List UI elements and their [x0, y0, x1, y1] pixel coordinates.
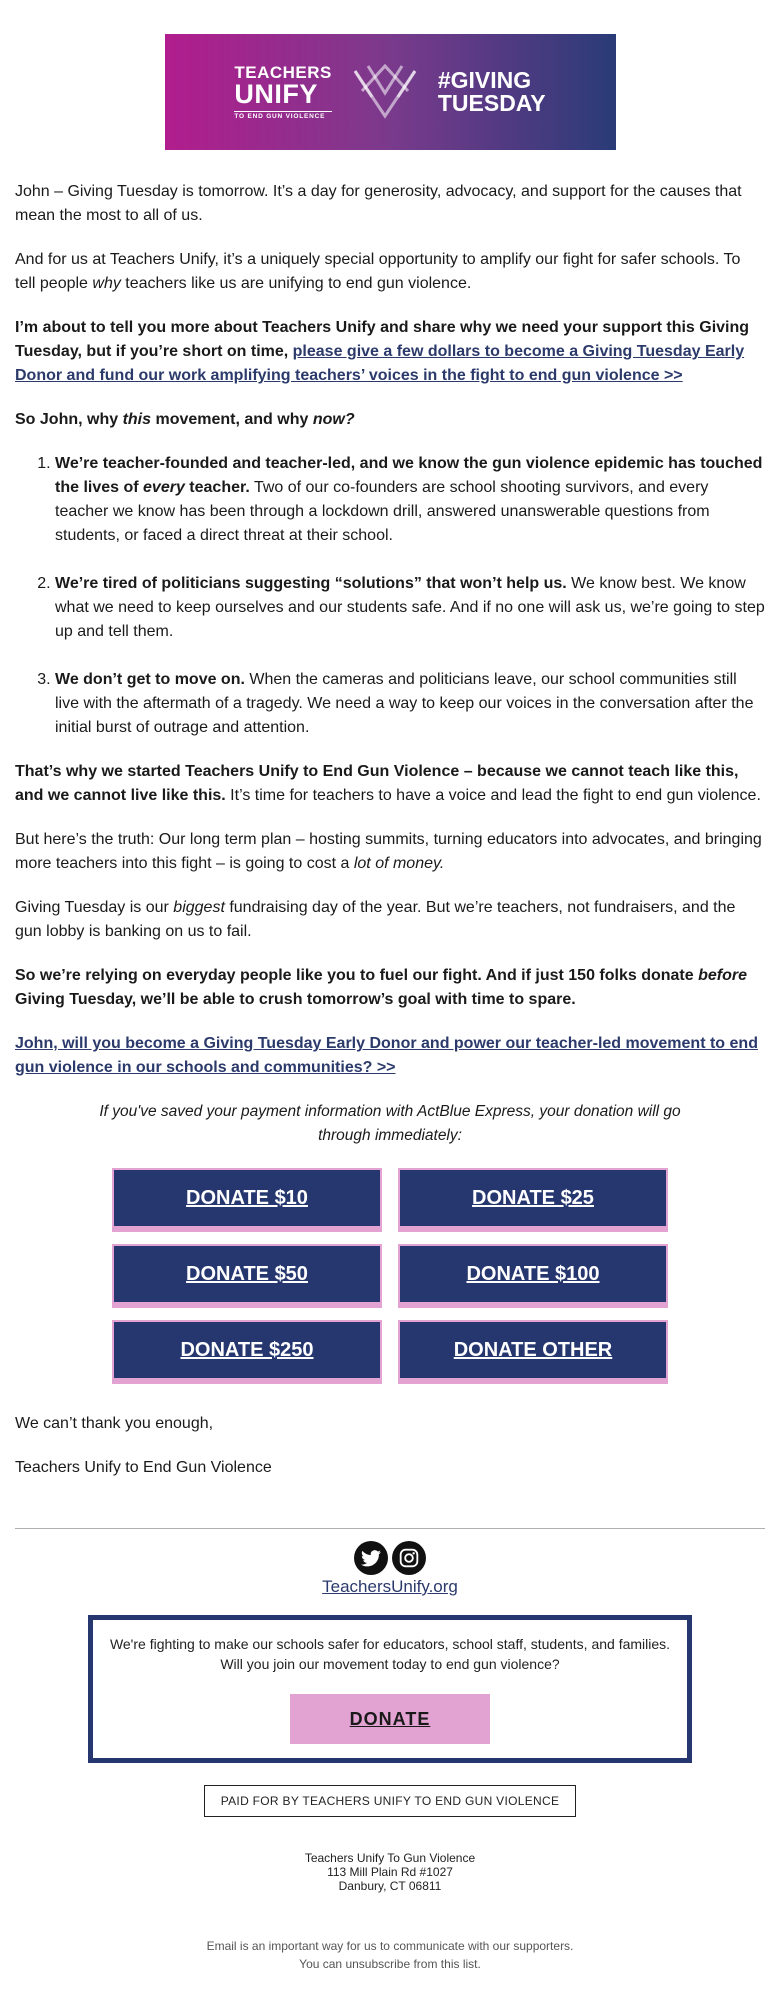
truth-text-em: lot of money. — [353, 855, 445, 872]
early-donor-link-1[interactable]: please give a few dollars to become a Giving Tuesday Early Donor and fund our work amplifying teachers’ voices in the fight to end gun violence >> — [15, 343, 745, 384]
short-on-time-bold: I’m about to tell you more about Teachers Unify and share why we need your support this Giving Tuesday, but if you’re short on time, — [15, 319, 750, 360]
footer-cta-box — [88, 1615, 692, 1763]
reasons-list — [15, 452, 765, 740]
truth-paragraph — [15, 828, 765, 876]
donate-button-grid — [112, 1168, 668, 1384]
why-q-em2: now? — [312, 411, 355, 428]
donate-100-button[interactable]: DONATE $100 — [398, 1244, 668, 1308]
truth-text: But here’s the truth: Our long term plan – hosting summits, turning educators into advocates, and bringing more teachers into this fight – is going to cost a — [15, 831, 762, 872]
short-on-time-paragraph — [15, 316, 765, 388]
address-line-2: 113 Mill Plain Rd #1027 — [327, 1865, 453, 1879]
amplify-text-a: And for us at Teachers Unify, it’s a uniquely special opportunity to amplify our fight for safer schools. To tell people — [15, 251, 741, 292]
reason-2-bold: We’re tired of politicians suggesting “solutions” that won’t help us. — [55, 575, 567, 592]
giving-tuesday-line1: #GIVING — [437, 67, 532, 93]
relying-bold — [15, 967, 747, 1008]
donate-250-button[interactable]: DONATE $250 — [112, 1320, 382, 1384]
relying-text-b: Giving Tuesday, we’ll be able to crush tomorrow’s goal with time to spare. — [15, 991, 576, 1008]
why-question-bold — [15, 411, 355, 428]
footer-divider — [15, 1528, 765, 1529]
reason-item-3 — [55, 668, 765, 740]
amplify-paragraph — [15, 248, 765, 296]
relying-paragraph — [15, 964, 765, 1012]
unsubscribe-notice — [15, 1937, 765, 1973]
donate-25-button[interactable]: DONATE $25 — [398, 1168, 668, 1232]
address-line-1: Teachers Unify To Gun Violence — [304, 1851, 476, 1865]
donate-other-button[interactable]: DONATE OTHER — [398, 1320, 668, 1384]
reason-item-2 — [55, 572, 765, 644]
twitter-icon[interactable] — [354, 1541, 388, 1575]
signoff-signature: Teachers Unify to End Gun Violence — [15, 1459, 272, 1476]
signoff-thanks: We can’t thank you enough, — [15, 1415, 214, 1432]
early-donor-link-2[interactable]: John, will you become a Giving Tuesday Early Donor and power our teacher-led movement to end gun violence in our schools and communities? >> — [15, 1035, 758, 1076]
reason-3-bold: We don’t get to move on. — [55, 671, 245, 688]
why-started-paragraph — [15, 760, 765, 808]
logo-teachers-text: TEACHERS — [234, 62, 332, 82]
biggest-text-b: fundraising day of the year. But we’re teachers, not fundraisers, and the gun lobby is banking on us to fail. — [15, 899, 736, 940]
reason-1-text: Two of our co-founders are school shooting survivors, and every teacher we know has been through a lockdown drill, answered unanswerable questions from students, or faced a direct threat at their school. — [55, 479, 710, 544]
header-banner[interactable] — [165, 34, 616, 150]
giving-tuesday-line2: TUESDAY — [437, 90, 546, 116]
reason-item-1 — [55, 452, 765, 548]
unsubscribe-line-1: Email is an important way for us to communicate with our supporters. — [206, 1939, 574, 1953]
reason-1-bold-a: We’re teacher-founded and teacher-led, and we know the gun violence epidemic has touched the lives of — [55, 455, 763, 496]
website-link[interactable]: TeachersUnify.org — [322, 1577, 458, 1596]
biggest-text-em: biggest — [173, 899, 225, 916]
giving-tuesday-heart-icon — [350, 61, 420, 123]
instagram-icon[interactable] — [392, 1541, 426, 1575]
address-line-3: Danbury, CT 06811 — [338, 1879, 442, 1893]
actblue-note: If you've saved your payment information with ActBlue Express, your donation will go through immediately: — [99, 1103, 681, 1144]
why-q-em1: this — [122, 411, 152, 428]
mailing-address — [15, 1851, 765, 1893]
logo-unify-text: UNIFY — [234, 78, 318, 109]
amplify-text-em: why — [92, 275, 121, 292]
header-banner-wrap — [15, 34, 765, 150]
logo-tagline-text: TO END GUN VIOLENCE — [234, 111, 332, 121]
relying-text-a: So we’re relying on everyday people like you to fuel our fight. And if just 150 folks donate — [15, 967, 699, 984]
intro-paragraph: John – Giving Tuesday is tomorrow. It’s a day for generosity, advocacy, and support for the causes that mean the most to all of us. — [15, 183, 742, 224]
reason-3-text: When the cameras and politicians leave, our school communities still live with the aftermath of a tragedy. We need a way to keep our voices in the conversation after the initial burst of outrage and attention. — [55, 671, 754, 736]
why-q-b: movement, and why — [151, 411, 313, 428]
why-started-text: It’s time for teachers to have a voice and lead the fight to end gun violence. — [225, 787, 761, 804]
why-question — [15, 408, 765, 432]
why-q-a: So John, why — [15, 411, 123, 428]
unsubscribe-line-2: You can unsubscribe from this list. — [299, 1957, 481, 1971]
biggest-day-paragraph — [15, 896, 765, 944]
social-links — [15, 1541, 765, 1575]
reason-2-text: We know best. We know what we need to keep ourselves and our students safe. And if no one will ask us, we’re going to step up and tell them. — [55, 575, 765, 640]
biggest-text-a: Giving Tuesday is our — [15, 899, 174, 916]
donate-50-button[interactable]: DONATE $50 — [112, 1244, 382, 1308]
footer-donate-button[interactable]: DONATE — [290, 1694, 490, 1744]
amplify-text-b: teachers like us are unifying to end gun violence. — [120, 275, 472, 292]
giving-tuesday-logo — [438, 69, 546, 115]
footer-cta-message: We're fighting to make our schools safer for educators, school staff, students, and families. Will you join our movement today to end gun violence? — [109, 1636, 671, 1672]
reason-1-bold-em: every — [143, 479, 185, 496]
early-donor-paragraph — [15, 1032, 765, 1080]
why-started-bold: That’s why we started Teachers Unify to End Gun Violence – because we cannot teach like this, and we cannot live like this. — [15, 763, 739, 804]
donate-10-button[interactable]: DONATE $10 — [112, 1168, 382, 1232]
relying-text-em: before — [698, 967, 747, 984]
paid-for-wrap — [15, 1785, 765, 1817]
paid-for-disclaimer: PAID FOR BY TEACHERS UNIFY TO END GUN VIOLENCE — [204, 1785, 577, 1817]
teachers-unify-logo — [234, 64, 332, 121]
reason-1-bold-b: teacher. — [184, 479, 250, 496]
